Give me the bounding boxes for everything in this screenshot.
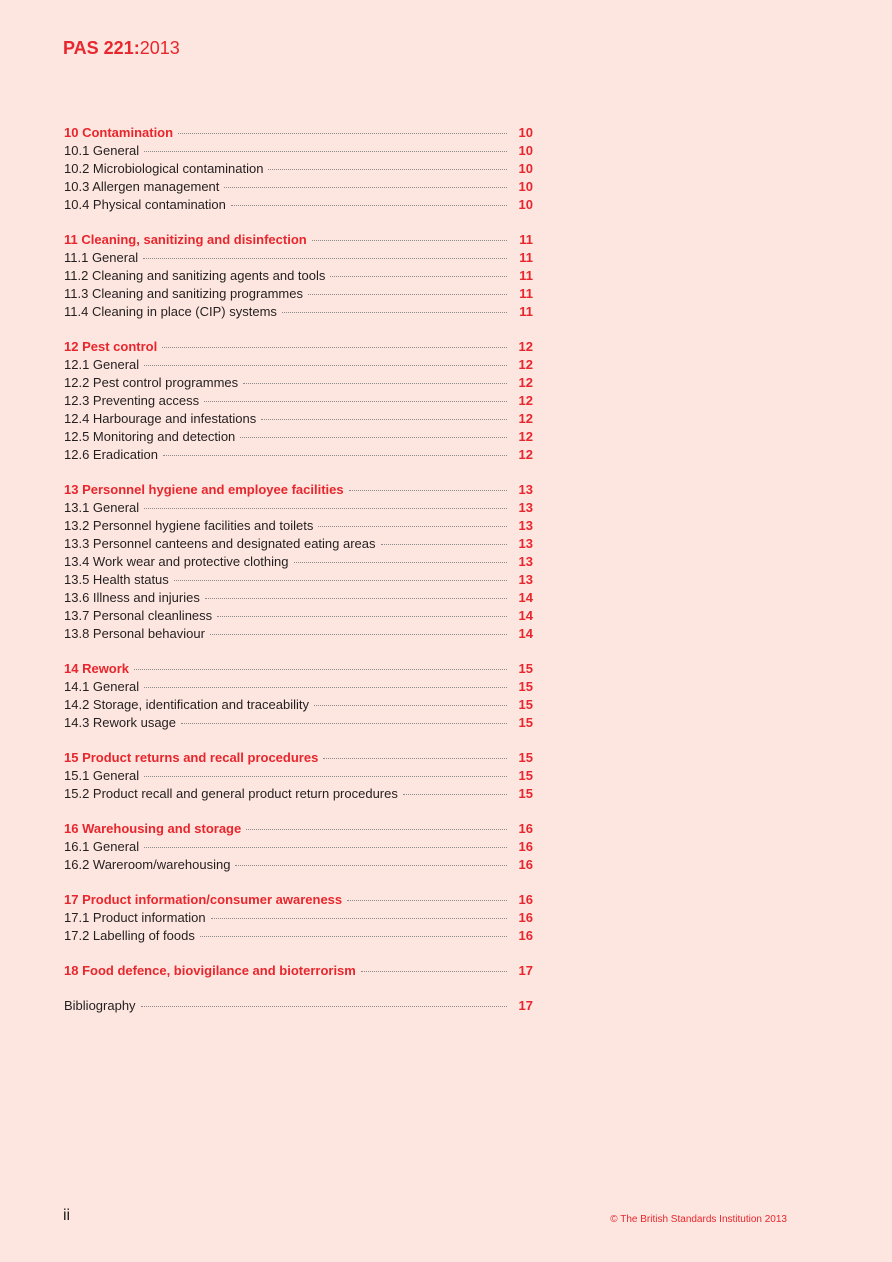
toc-entry-page: 10 — [518, 197, 533, 212]
toc-entry[interactable] — [64, 285, 533, 303]
toc-entry-page: 12 — [518, 339, 533, 354]
dot-leader — [403, 794, 507, 795]
dot-leader — [361, 971, 507, 972]
toc-entry[interactable] — [64, 696, 533, 714]
toc-entry[interactable] — [64, 997, 533, 1015]
toc-entry-title: 14.3 Rework usage — [64, 715, 177, 730]
dot-leader — [246, 829, 507, 830]
dot-leader — [178, 133, 507, 134]
toc-entry[interactable] — [64, 767, 533, 785]
toc-entry-title: 11.2 Cleaning and sanitizing agents and tools — [64, 268, 326, 283]
toc-entry-page: 12 — [518, 375, 533, 390]
toc-entry-title: 10.3 Allergen management — [64, 179, 220, 194]
dot-leader — [210, 634, 507, 635]
toc-entry-page: 12 — [518, 393, 533, 408]
toc-entry-page: 11 — [519, 232, 533, 247]
toc-section — [64, 997, 533, 1015]
toc-entry[interactable] — [64, 446, 533, 464]
dot-leader — [318, 526, 507, 527]
page-number: ii — [63, 1207, 71, 1224]
toc-section — [64, 820, 533, 874]
toc-entry[interactable] — [64, 517, 533, 535]
toc-entry-page: 13 — [518, 536, 533, 551]
toc-entry-title: 14.2 Storage, identification and traceability — [64, 697, 309, 712]
toc-section — [64, 891, 533, 945]
toc-entry-page: 16 — [518, 910, 533, 925]
toc-entry-title: Bibliography — [64, 998, 136, 1013]
toc-entry-title: 13.1 General — [64, 500, 140, 515]
dot-leader — [294, 562, 508, 563]
toc-entry-title: 16.1 General — [64, 839, 140, 854]
toc-entry[interactable] — [64, 356, 533, 374]
dot-leader — [205, 598, 507, 599]
toc-entry-page: 15 — [518, 679, 533, 694]
dot-leader — [144, 687, 507, 688]
toc-entry-page: 12 — [518, 411, 533, 426]
toc-entry-page: 15 — [518, 661, 533, 676]
toc-entry-title: 15.1 General — [64, 768, 140, 783]
toc-entry-title: 11 Cleaning, sanitizing and disinfection — [64, 232, 307, 247]
dot-leader — [163, 455, 507, 456]
toc-entry-title: 13 Personnel hygiene and employee facilities — [64, 482, 344, 497]
toc-entry-page: 15 — [518, 750, 533, 765]
dot-leader — [144, 365, 507, 366]
dot-leader — [323, 758, 507, 759]
dot-leader — [144, 847, 507, 848]
toc-entry-page: 16 — [518, 821, 533, 836]
toc-entry-page: 11 — [519, 268, 533, 283]
toc-entry[interactable] — [64, 374, 533, 392]
toc-section — [64, 338, 533, 464]
toc-heading-entry[interactable] — [64, 338, 533, 356]
document-header — [63, 38, 180, 59]
toc-entry[interactable] — [64, 142, 533, 160]
dot-leader — [235, 865, 507, 866]
toc-entry-title: 13.8 Personal behaviour — [64, 626, 205, 641]
toc-entry-title: 15.2 Product recall and general product return procedures — [64, 786, 398, 801]
toc-entry-title: 16 Warehousing and storage — [64, 821, 242, 836]
standard-year: 2013 — [139, 38, 180, 58]
toc-entry-page: 15 — [518, 768, 533, 783]
toc-entry-title: 13.7 Personal cleanliness — [64, 608, 213, 623]
toc-entry-page: 15 — [518, 697, 533, 712]
toc-section — [64, 231, 533, 321]
dot-leader — [204, 401, 507, 402]
toc-entry-title: 14.1 General — [64, 679, 140, 694]
toc-entry-page: 15 — [518, 715, 533, 730]
toc-entry[interactable] — [64, 303, 533, 321]
toc-entry-title: 10.1 General — [64, 143, 140, 158]
toc-entry-page: 10 — [518, 143, 533, 158]
toc-entry[interactable] — [64, 607, 533, 625]
dot-leader — [224, 187, 507, 188]
toc-entry-title: 10 Contamination — [64, 125, 174, 140]
toc-entry-page: 17 — [518, 998, 533, 1013]
toc-entry[interactable] — [64, 410, 533, 428]
toc-section — [64, 660, 533, 732]
toc-section — [64, 962, 533, 980]
toc-heading-entry[interactable] — [64, 481, 533, 499]
toc-entry-title: 10.2 Microbiological contamination — [64, 161, 264, 176]
dot-leader — [162, 347, 507, 348]
dot-leader — [268, 169, 507, 170]
toc-entry-title: 13.3 Personnel canteens and designated eating areas — [64, 536, 376, 551]
toc-entry-page: 11 — [519, 286, 533, 301]
toc-entry-page: 13 — [518, 500, 533, 515]
toc-entry[interactable] — [64, 428, 533, 446]
toc-entry-page: 11 — [519, 304, 533, 319]
copyright-notice: © The British Standards Institution 2013 — [610, 1214, 787, 1225]
toc-entry-page: 16 — [518, 892, 533, 907]
toc-entry[interactable] — [64, 499, 533, 517]
dot-leader — [308, 294, 507, 295]
toc-entry-title: 17.2 Labelling of foods — [64, 928, 195, 943]
toc-entry-page: 13 — [518, 572, 533, 587]
dot-leader — [134, 669, 507, 670]
dot-leader — [211, 918, 507, 919]
toc-entry-title: 17 Product information/consumer awareness — [64, 892, 343, 907]
toc-entry-title: 12 Pest control — [64, 339, 158, 354]
table-of-contents — [64, 124, 533, 1032]
toc-entry-title: 16.2 Wareroom/warehousing — [64, 857, 231, 872]
toc-entry-title: 13.4 Work wear and protective clothing — [64, 554, 289, 569]
toc-section — [64, 749, 533, 803]
dot-leader — [282, 312, 507, 313]
toc-entry-page: 13 — [518, 554, 533, 569]
toc-entry-title: 12.3 Preventing access — [64, 393, 200, 408]
toc-entry-page: 14 — [518, 626, 533, 641]
toc-entry[interactable] — [64, 267, 533, 285]
toc-entry[interactable] — [64, 535, 533, 553]
dot-leader — [231, 205, 507, 206]
toc-entry-title: 14 Rework — [64, 661, 130, 676]
toc-entry-title: 12.6 Eradication — [64, 447, 158, 462]
dot-leader — [143, 258, 507, 259]
dot-leader — [217, 616, 507, 617]
toc-entry-page: 16 — [518, 857, 533, 872]
toc-entry-title: 17.1 Product information — [64, 910, 206, 925]
toc-entry[interactable] — [64, 714, 533, 732]
dot-leader — [314, 705, 507, 706]
toc-entry-page: 16 — [518, 928, 533, 943]
toc-entry-page: 10 — [518, 161, 533, 176]
toc-entry-page: 10 — [518, 179, 533, 194]
toc-entry-title: 12.2 Pest control programmes — [64, 375, 239, 390]
toc-section — [64, 124, 533, 214]
toc-entry[interactable] — [64, 589, 533, 607]
toc-entry-page: 14 — [518, 608, 533, 623]
toc-heading-entry[interactable] — [64, 962, 533, 980]
dot-leader — [144, 151, 507, 152]
dot-leader — [174, 580, 507, 581]
dot-leader — [243, 383, 507, 384]
toc-entry-title: 12.1 General — [64, 357, 140, 372]
toc-entry-title: 11.4 Cleaning in place (CIP) systems — [64, 304, 277, 319]
toc-entry-page: 12 — [518, 447, 533, 462]
dot-leader — [347, 900, 507, 901]
toc-entry[interactable] — [64, 249, 533, 267]
dot-leader — [181, 723, 507, 724]
toc-entry-title: 13.6 Illness and injuries — [64, 590, 200, 605]
toc-entry-title: 15 Product returns and recall procedures — [64, 750, 319, 765]
dot-leader — [240, 437, 507, 438]
toc-entry-title: 18 Food defence, biovigilance and bioterrorism — [64, 963, 356, 978]
toc-entry[interactable] — [64, 927, 533, 945]
toc-heading-entry[interactable] — [64, 820, 533, 838]
toc-entry[interactable] — [64, 571, 533, 589]
toc-entry-title: 11.3 Cleaning and sanitizing programmes — [64, 286, 303, 301]
toc-entry[interactable] — [64, 678, 533, 696]
toc-entry-title: 12.4 Harbourage and infestations — [64, 411, 257, 426]
dot-leader — [381, 544, 507, 545]
toc-entry-title: 10.4 Physical contamination — [64, 197, 226, 212]
toc-heading-entry[interactable] — [64, 891, 533, 909]
toc-entry[interactable] — [64, 178, 533, 196]
toc-entry-page: 13 — [518, 482, 533, 497]
dot-leader — [144, 508, 507, 509]
standard-code: PAS 221: — [63, 38, 140, 58]
toc-entry-title: 13.5 Health status — [64, 572, 169, 587]
toc-entry[interactable] — [64, 909, 533, 927]
toc-entry-page: 12 — [518, 357, 533, 372]
toc-entry-page: 13 — [518, 518, 533, 533]
toc-entry[interactable] — [64, 838, 533, 856]
toc-entry[interactable] — [64, 856, 533, 874]
toc-entry[interactable] — [64, 196, 533, 214]
dot-leader — [261, 419, 507, 420]
dot-leader — [144, 776, 507, 777]
toc-entry[interactable] — [64, 160, 533, 178]
dot-leader — [141, 1006, 507, 1007]
toc-entry[interactable] — [64, 625, 533, 643]
toc-entry[interactable] — [64, 785, 533, 803]
toc-entry-title: 11.1 General — [64, 250, 139, 265]
toc-entry-title: 13.2 Personnel hygiene facilities and toilets — [64, 518, 314, 533]
toc-section — [64, 481, 533, 643]
toc-entry-title: 12.5 Monitoring and detection — [64, 429, 236, 444]
toc-entry-page: 10 — [518, 125, 533, 140]
dot-leader — [349, 490, 507, 491]
toc-heading-entry[interactable] — [64, 231, 533, 249]
toc-entry-page: 14 — [518, 590, 533, 605]
toc-entry-page: 11 — [519, 250, 533, 265]
toc-heading-entry[interactable] — [64, 749, 533, 767]
dot-leader — [312, 240, 507, 241]
toc-entry-page: 15 — [518, 786, 533, 801]
dot-leader — [330, 276, 507, 277]
toc-entry[interactable] — [64, 553, 533, 571]
toc-entry-page: 17 — [518, 963, 533, 978]
toc-heading-entry[interactable] — [64, 660, 533, 678]
toc-entry[interactable] — [64, 392, 533, 410]
dot-leader — [200, 936, 507, 937]
toc-entry-page: 16 — [518, 839, 533, 854]
toc-entry-page: 12 — [518, 429, 533, 444]
toc-heading-entry[interactable] — [64, 124, 533, 142]
